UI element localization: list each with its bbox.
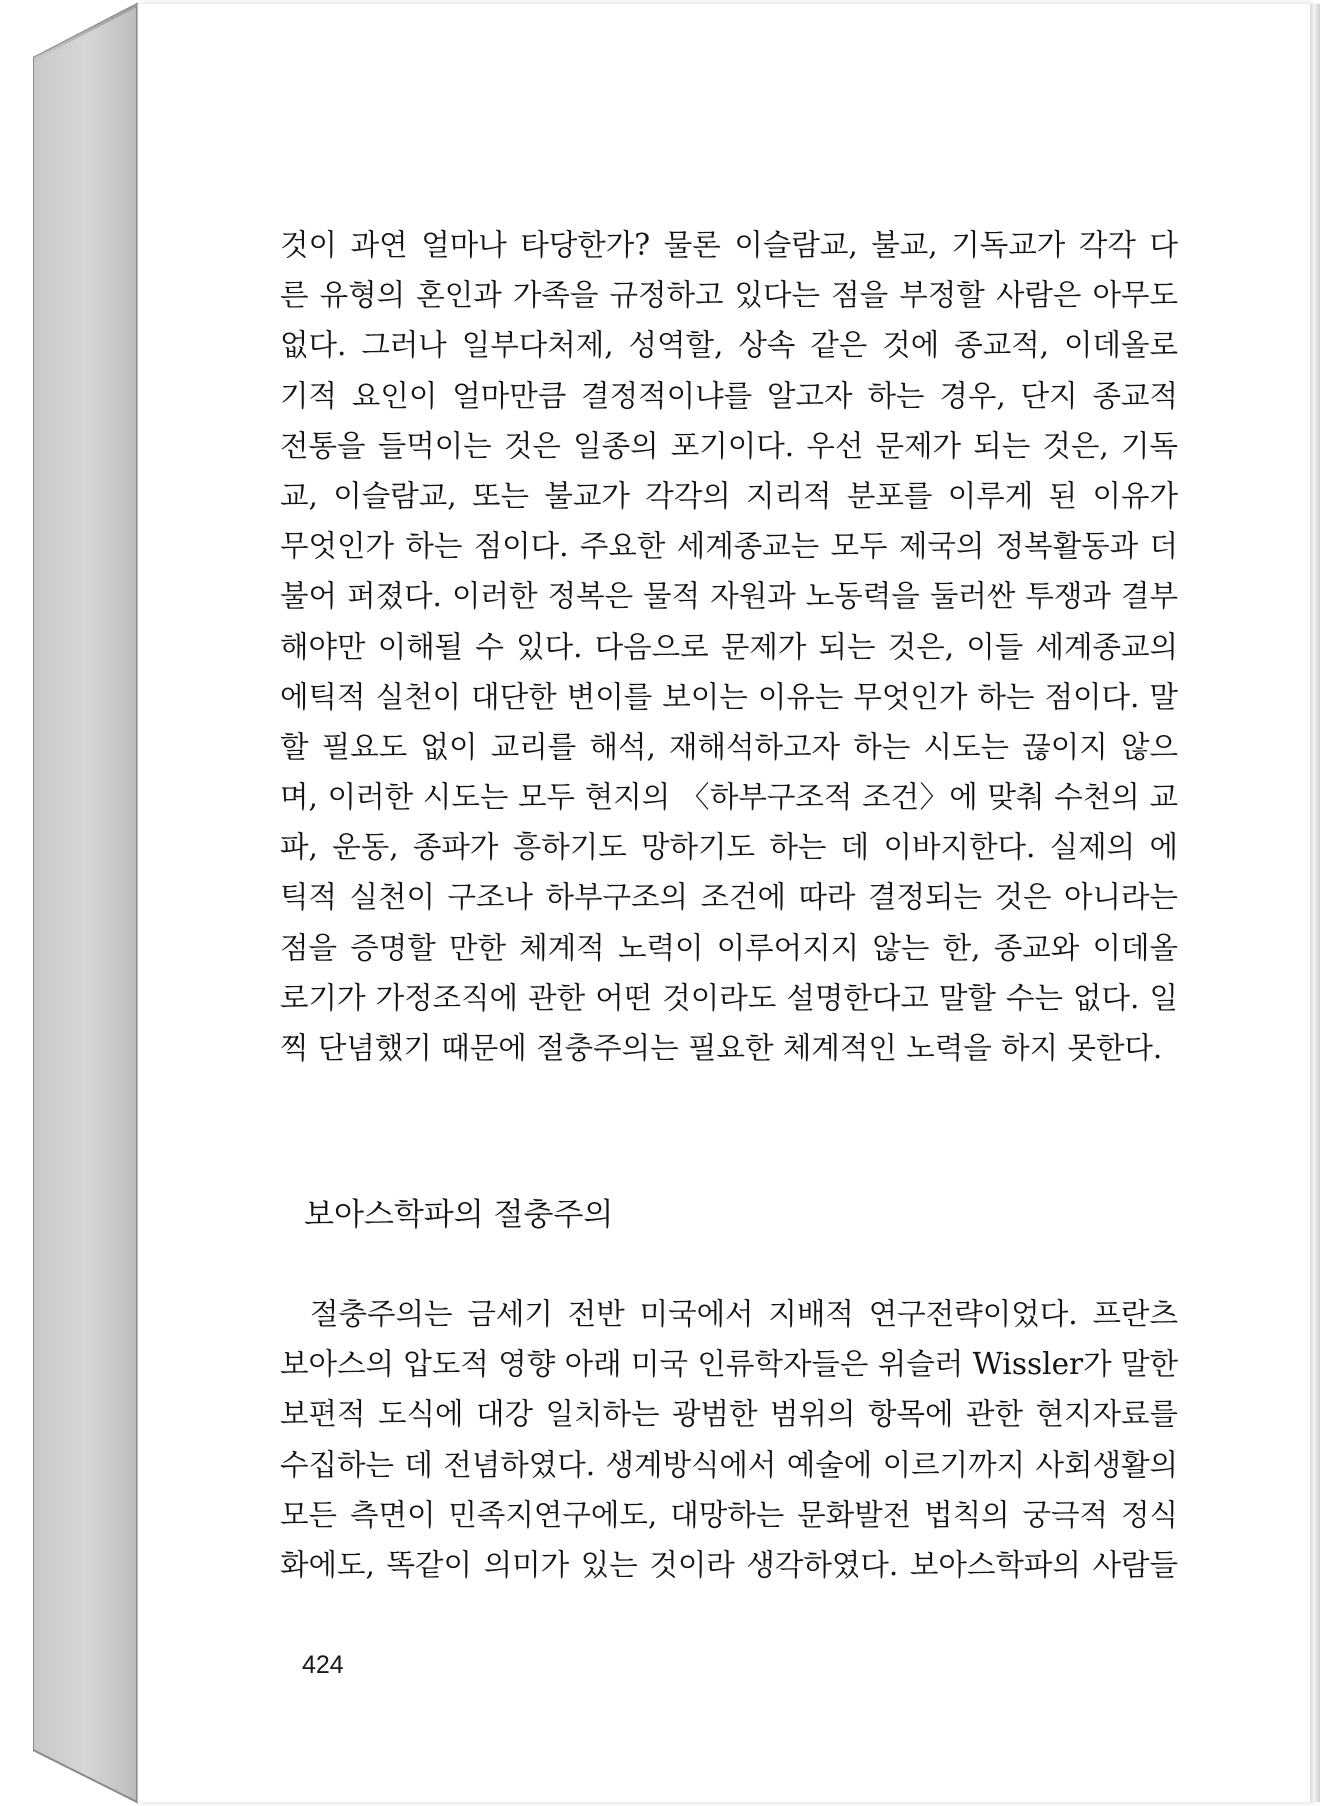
text-line: 수집하는 데 전념하였다. 생계방식에서 예술에 이르기까지 사회생활의 bbox=[280, 1447, 1178, 1482]
text-line: 며, 이러한 시도는 모두 현지의 〈하부구조적 조건〉에 맞춰 수천의 교 bbox=[280, 780, 1178, 815]
text-line: 점을 증명할 만한 체계적 노력이 이루어지지 않는 한, 종교와 이데올 bbox=[280, 930, 1178, 965]
text-line: 파, 운동, 종파가 흥하기도 망하기도 하는 데 이바지한다. 실제의 에 bbox=[280, 830, 1178, 865]
text-line: 전통을 들먹이는 것은 일종의 포기이다. 우선 문제가 되는 것은, 기독 bbox=[280, 428, 1178, 463]
text-line: 기적 요인이 얼마만큼 결정적이냐를 알고자 하는 경우, 단지 종교적 bbox=[280, 378, 1178, 413]
text-line: 로기가 가정조직에 관한 어떤 것이라도 설명한다고 말할 수는 없다. 일 bbox=[280, 980, 1178, 1015]
text-line: 보편적 도식에 대강 일치하는 광범한 범위의 항목에 관한 현지자료를 bbox=[280, 1397, 1178, 1432]
text-line: 해야만 이해될 수 있다. 다음으로 문제가 되는 것은, 이들 세계종교의 bbox=[280, 629, 1178, 664]
text-line: 틱적 실천이 구조나 하부구조의 조건에 따라 결정되는 것은 아니라는 bbox=[280, 880, 1178, 915]
text-line: 른 유형의 혼인과 가족을 규정하고 있다는 점을 부정할 사람은 아무도 bbox=[280, 278, 1178, 313]
text-line: 절충주의는 금세기 전반 미국에서 지배적 연구전략이었다. 프란츠 bbox=[310, 1297, 1178, 1331]
text-line: 찍 단념했기 때문에 절충주의는 필요한 체계적인 노력을 하지 못한다. bbox=[280, 1031, 1163, 1065]
body-paragraph-1 bbox=[280, 220, 1178, 1073]
text-line: 것이 과연 얼마나 타당한가? 물론 이슬람교, 불교, 기독교가 각각 다 bbox=[280, 228, 1178, 262]
text-line: 교, 이슬람교, 또는 불교가 각각의 지리적 분포를 이루게 된 이유가 bbox=[280, 478, 1178, 513]
text-line: 할 필요도 없이 교리를 해석, 재해석하고자 하는 시도는 끊이지 않으 bbox=[280, 729, 1178, 764]
text-line: 화에도, 똑같이 의미가 있는 것이라 생각하였다. 보아스학파의 사람들 bbox=[280, 1547, 1178, 1582]
text-line: 무엇인가 하는 점이다. 주요한 세계종교는 모두 제국의 정복활동과 더 bbox=[280, 529, 1178, 564]
section-heading: 보아스학파의 절충주의 bbox=[304, 1197, 614, 1233]
text-line: 에틱적 실천이 대단한 변이를 보이는 이유는 무엇인가 하는 점이다. 말 bbox=[280, 679, 1178, 714]
page-right-edge bbox=[1310, 4, 1320, 1802]
body-paragraph-2 bbox=[280, 1289, 1178, 1590]
page-number: 424 bbox=[302, 1651, 344, 1679]
text-line: 불어 퍼졌다. 이러한 정복은 물적 자원과 노동력을 둘러싼 투쟁과 결부 bbox=[280, 579, 1178, 614]
text-line: 보아스의 압도적 영향 아래 미국 인류학자들은 위슬러 Wissler가 말한 bbox=[280, 1347, 1178, 1382]
book-page bbox=[137, 4, 1310, 1802]
text-line: 모든 측면이 민족지연구에도, 대망하는 문화발전 법칙의 궁극적 정식 bbox=[280, 1497, 1178, 1532]
text-line: 없다. 그러나 일부다처제, 성역할, 상속 같은 것에 종교적, 이데올로 bbox=[280, 328, 1178, 363]
